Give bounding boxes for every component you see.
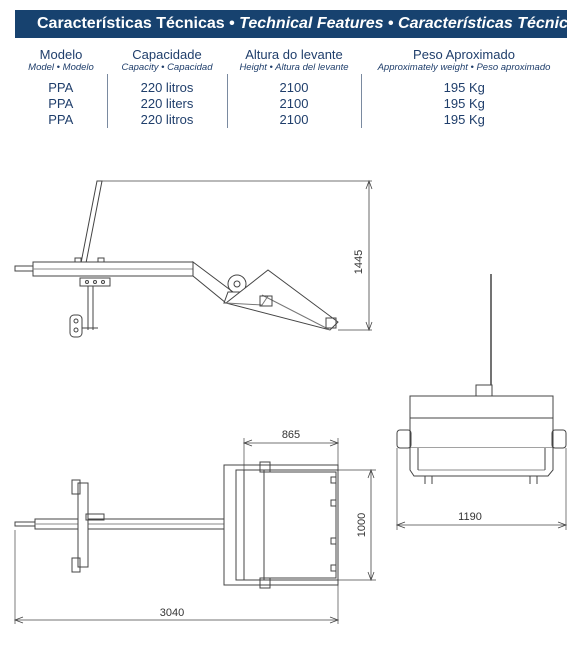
cell-model: PPA <box>48 96 74 111</box>
column-subheader: Approximately weight • Peso aproximado <box>377 62 551 73</box>
front-view <box>397 274 566 530</box>
column-subheader: Capacity • Capacidad <box>121 62 213 73</box>
title-es: Características Técnicas <box>398 15 586 32</box>
cell-height: 2100 <box>227 96 361 112</box>
title-separator: • <box>224 15 240 32</box>
cell-weight: 195 Kg <box>361 112 567 128</box>
cell-weight: 195 Kg <box>361 96 567 112</box>
column-subheader: Model • Modelo <box>28 62 94 73</box>
dim-bin-width-label: 865 <box>281 429 301 441</box>
cell-height: 2100 <box>227 74 361 96</box>
cell-model: PPA <box>48 112 74 127</box>
cell-capacity: 220 liters <box>107 96 227 112</box>
side-view <box>15 181 372 337</box>
dim-front-width-label: 1190 <box>458 511 482 523</box>
dim-height-label: 1445 <box>353 249 365 275</box>
title-separator: • <box>383 15 399 32</box>
title-en: Technical Features <box>239 15 384 32</box>
column-header-height: Altura do levante Height • Altura del levante <box>227 48 361 74</box>
column-header-model: Modelo Model • Modelo <box>15 48 107 74</box>
cell-model: PPA <box>48 80 74 95</box>
title-pt: Características Técnicas <box>37 15 225 32</box>
cell-height: 2100 <box>227 112 361 128</box>
cell-weight: 195 Kg <box>361 74 567 96</box>
dim-depth-label: 1000 <box>356 512 368 538</box>
column-header-capacity: Capacidade Capacity • Capacidad <box>107 48 227 74</box>
column-subheader: Height • Altura del levante <box>239 62 349 73</box>
dim-total-length-label: 3040 <box>159 607 185 619</box>
top-view <box>15 438 376 624</box>
cell-capacity: 220 litros <box>107 112 227 128</box>
column-header-weight: Peso Aproximado Approximately weight • Peso aproximado <box>361 48 567 74</box>
cell-capacity: 220 litros <box>107 74 227 96</box>
